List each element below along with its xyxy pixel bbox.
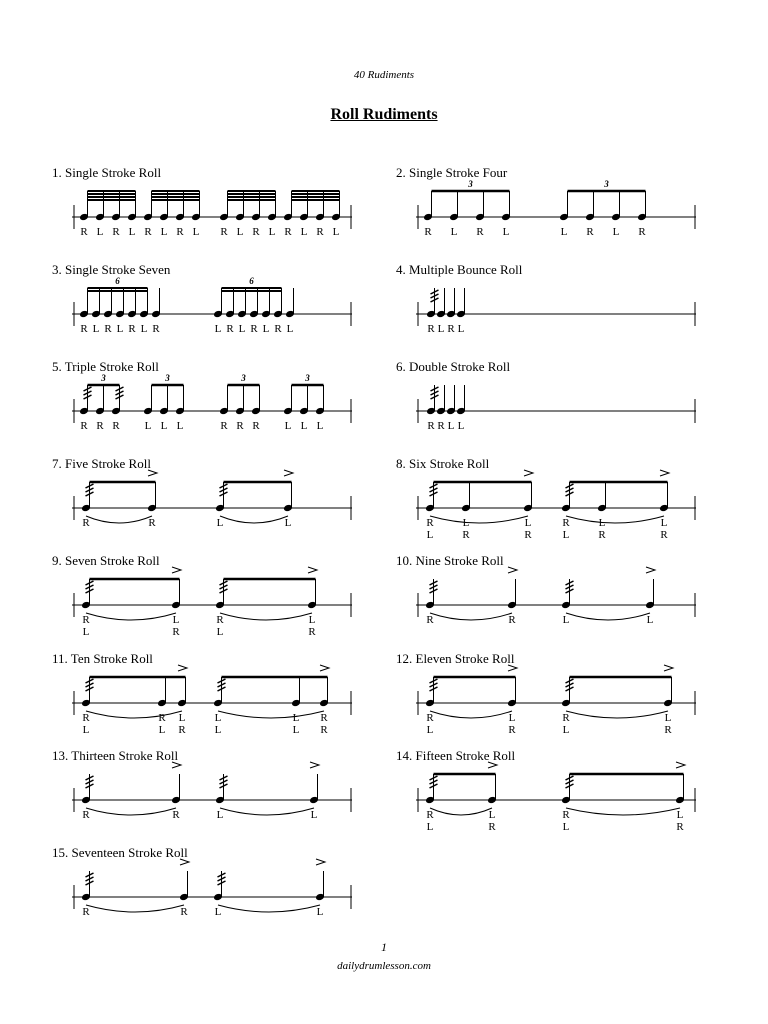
rudiment-name: 5. Triple Stroke Roll: [52, 359, 159, 374]
accent-mark: [148, 470, 157, 476]
tuplet-number: 3: [165, 373, 170, 383]
rudiment-name: 7. Five Stroke Roll: [52, 456, 151, 471]
notation: [52, 756, 352, 836]
sticking-letter: R: [82, 809, 90, 821]
slur: [430, 808, 492, 815]
sticking-letter: L: [524, 517, 532, 529]
sticking-letter: L: [216, 517, 224, 529]
tuplet-number: 3: [468, 179, 473, 189]
notation: [396, 270, 696, 350]
sticking-letter: L: [160, 226, 168, 238]
sticking-letter: R: [172, 809, 180, 821]
slur: [86, 516, 152, 523]
sticking-letter: L: [462, 517, 470, 529]
rudiment-name: 1. Single Stroke Roll: [52, 165, 162, 180]
sticking-letter: R: [144, 226, 152, 238]
sticking-letter: R: [252, 226, 260, 238]
accent-mark: [178, 665, 187, 671]
notation: [52, 270, 352, 350]
sticking-letter: L: [488, 809, 496, 821]
sticking-letter: L: [192, 226, 200, 238]
accent-mark: [508, 665, 517, 671]
rudiment-name: 12. Eleven Stroke Roll: [396, 651, 515, 666]
sticking-letter: R: [426, 809, 434, 821]
sticking-letter: R: [236, 420, 244, 432]
sticking-letter: L: [284, 420, 292, 432]
sticking-letter: L: [660, 517, 668, 529]
accent-mark: [284, 470, 293, 476]
sticking-letter: L: [426, 529, 434, 541]
notation: [396, 561, 696, 641]
sticking-letter: L: [300, 226, 308, 238]
accent-mark: [308, 567, 317, 573]
tuplet-number: 3: [305, 373, 310, 383]
sticking-letter: R: [508, 724, 516, 736]
sticking-letter: R: [488, 821, 496, 833]
accent-mark: [180, 859, 189, 865]
sticking-letter: R: [180, 906, 188, 918]
accent-mark: [316, 859, 325, 865]
sticking-letter: R: [320, 724, 328, 736]
rudiment-name: 14. Fifteen Stroke Roll: [396, 748, 516, 763]
sticking-letter: L: [562, 724, 570, 736]
rudiment-name: 9. Seven Stroke Roll: [52, 553, 160, 568]
sticking-letter: L: [300, 420, 308, 432]
sticking-letter: L: [646, 614, 654, 626]
slur: [86, 905, 184, 912]
slur: [220, 613, 312, 620]
sticking-letter: R: [508, 614, 516, 626]
sticking-letter: L: [214, 906, 222, 918]
sticking-letter: R: [172, 626, 180, 638]
sticking-letter: R: [274, 323, 282, 335]
sticking-letter: L: [308, 614, 316, 626]
notation: [52, 173, 352, 253]
sticking-letter: R: [220, 420, 228, 432]
rudiment-name: 11. Ten Stroke Roll: [52, 651, 153, 666]
slur: [218, 711, 324, 718]
slur: [220, 808, 314, 815]
notation: [396, 659, 696, 739]
sticking-letter: L: [502, 226, 510, 238]
sticking-letter: R: [426, 712, 434, 724]
sticking-letter: R: [148, 517, 156, 529]
sticking-letter: L: [447, 420, 455, 432]
notation: [396, 756, 696, 836]
accent-mark: [664, 665, 673, 671]
page-title: Roll Rudiments: [330, 106, 438, 123]
notation: [396, 464, 696, 544]
sticking-letter: L: [562, 821, 570, 833]
sticking-letter: R: [104, 323, 112, 335]
tuplet-number: 6: [115, 276, 120, 286]
sticking-letter: L: [262, 323, 270, 335]
slur: [86, 613, 176, 620]
sticking-letter: R: [462, 529, 470, 541]
sticking-letter: R: [226, 323, 234, 335]
sticking-letter: L: [562, 614, 570, 626]
sticking-letter: R: [82, 614, 90, 626]
sticking-letter: L: [292, 724, 300, 736]
tuplet-number: 3: [101, 373, 106, 383]
notation: [396, 173, 696, 253]
notation: [52, 853, 352, 933]
rudiment-name: 6. Double Stroke Roll: [396, 359, 511, 374]
sticking-letter: R: [80, 420, 88, 432]
sticking-letter: R: [158, 712, 166, 724]
sticking-letter: L: [176, 420, 184, 432]
sticking-letter: L: [172, 614, 180, 626]
sticking-letter: L: [268, 226, 276, 238]
tuplet-number: 3: [604, 179, 609, 189]
sticking-letter: L: [310, 809, 318, 821]
sticking-letter: R: [660, 529, 668, 541]
sticking-letter: L: [214, 724, 222, 736]
rudiment-name: 10. Nine Stroke Roll: [396, 553, 504, 568]
sticking-letter: L: [286, 323, 294, 335]
sticking-letter: R: [424, 226, 432, 238]
site-url: dailydrumlesson.com: [337, 960, 431, 972]
sticking-letter: L: [214, 712, 222, 724]
tuplet-number: 6: [249, 276, 254, 286]
sticking-letter: L: [437, 323, 445, 335]
sticking-letter: L: [140, 323, 148, 335]
sticking-letter: R: [562, 517, 570, 529]
rudiment-name: 2. Single Stroke Four: [396, 165, 508, 180]
slur: [566, 516, 664, 523]
accent-mark: [660, 470, 669, 476]
sticking-letter: R: [216, 614, 224, 626]
sticking-letter: L: [426, 821, 434, 833]
sticking-letter: L: [96, 226, 104, 238]
slur: [430, 711, 512, 718]
sticking-letter: R: [562, 809, 570, 821]
sticking-letter: R: [426, 517, 434, 529]
page-number: 1: [381, 940, 387, 954]
sticking-letter: R: [586, 226, 594, 238]
accent-mark: [508, 567, 517, 573]
sticking-letter: R: [82, 906, 90, 918]
sticking-letter: R: [664, 724, 672, 736]
sticking-letter: L: [92, 323, 100, 335]
sticking-letter: L: [450, 226, 458, 238]
accent-mark: [646, 567, 655, 573]
slur: [218, 905, 320, 912]
sticking-letter: L: [508, 712, 516, 724]
accent-mark: [488, 762, 497, 768]
page-header: 40 Rudiments: [353, 69, 415, 81]
sticking-letter: L: [128, 226, 136, 238]
sticking-letter: R: [676, 821, 684, 833]
accent-mark: [676, 762, 685, 768]
sticking-letter: L: [144, 420, 152, 432]
sticking-letter: L: [158, 724, 166, 736]
notation: [52, 464, 352, 544]
slur: [430, 516, 528, 523]
sticking-letter: L: [284, 517, 292, 529]
sticking-letter: L: [116, 323, 124, 335]
slur: [86, 808, 176, 815]
sticking-letter: R: [437, 420, 445, 432]
sticking-letter: R: [598, 529, 606, 541]
slur: [566, 711, 668, 718]
sticking-letter: L: [160, 420, 168, 432]
accent-mark: [172, 567, 181, 573]
sticking-letter: L: [598, 517, 606, 529]
accent-mark: [524, 470, 533, 476]
notation: [52, 659, 352, 739]
sticking-letter: L: [214, 323, 222, 335]
rudiment-name: 15. Seventeen Stroke Roll: [52, 845, 188, 860]
sticking-letter: R: [426, 614, 434, 626]
sticking-letter: R: [176, 226, 184, 238]
rudiment-name: 4. Multiple Bounce Roll: [396, 262, 523, 277]
sticking-letter: R: [80, 226, 88, 238]
sticking-letter: R: [152, 323, 160, 335]
sticking-letter: L: [316, 420, 324, 432]
sticking-letter: L: [612, 226, 620, 238]
accent-mark: [310, 762, 319, 768]
sticking-letter: R: [284, 226, 292, 238]
sticking-letter: R: [220, 226, 228, 238]
sticking-letter: R: [178, 724, 186, 736]
sticking-letter: R: [82, 712, 90, 724]
slur: [86, 711, 182, 718]
sticking-letter: R: [308, 626, 316, 638]
sticking-letter: R: [128, 323, 136, 335]
sticking-letter: L: [238, 323, 246, 335]
sticking-letter: R: [524, 529, 532, 541]
sticking-letter: R: [112, 226, 120, 238]
sticking-letter: L: [82, 724, 90, 736]
sticking-letter: L: [664, 712, 672, 724]
accent-mark: [320, 665, 329, 671]
sticking-letter: L: [216, 809, 224, 821]
rudiment-name: 13. Thirteen Stroke Roll: [52, 748, 179, 763]
notation: [52, 367, 352, 447]
sticking-letter: R: [562, 712, 570, 724]
slur: [566, 808, 680, 815]
sticking-letter: L: [676, 809, 684, 821]
sticking-letter: L: [562, 529, 570, 541]
sticking-letter: L: [82, 626, 90, 638]
sticking-letter: R: [447, 323, 455, 335]
slur: [566, 613, 650, 620]
accent-mark: [172, 762, 181, 768]
sticking-letter: L: [316, 906, 324, 918]
notation: [396, 367, 696, 447]
sticking-letter: R: [80, 323, 88, 335]
slur: [220, 516, 288, 523]
sticking-letter: R: [427, 323, 435, 335]
sticking-letter: L: [457, 420, 465, 432]
sticking-letter: L: [332, 226, 340, 238]
rudiment-name: 8. Six Stroke Roll: [396, 456, 490, 471]
sticking-letter: R: [252, 420, 260, 432]
sticking-letter: R: [96, 420, 104, 432]
sticking-letter: L: [457, 323, 465, 335]
sticking-letter: L: [178, 712, 186, 724]
sticking-letter: R: [250, 323, 258, 335]
rudiment-name: 3. Single Stroke Seven: [52, 262, 171, 277]
sticking-letter: R: [82, 517, 90, 529]
sticking-letter: R: [427, 420, 435, 432]
slur: [430, 613, 512, 620]
sticking-letter: L: [216, 626, 224, 638]
sticking-letter: R: [476, 226, 484, 238]
tuplet-number: 3: [241, 373, 246, 383]
sticking-letter: L: [560, 226, 568, 238]
sticking-letter: L: [426, 724, 434, 736]
notation: [52, 561, 352, 641]
sticking-letter: R: [320, 712, 328, 724]
sticking-letter: R: [112, 420, 120, 432]
sticking-letter: L: [292, 712, 300, 724]
sticking-letter: R: [316, 226, 324, 238]
sticking-letter: R: [638, 226, 646, 238]
sticking-letter: L: [236, 226, 244, 238]
